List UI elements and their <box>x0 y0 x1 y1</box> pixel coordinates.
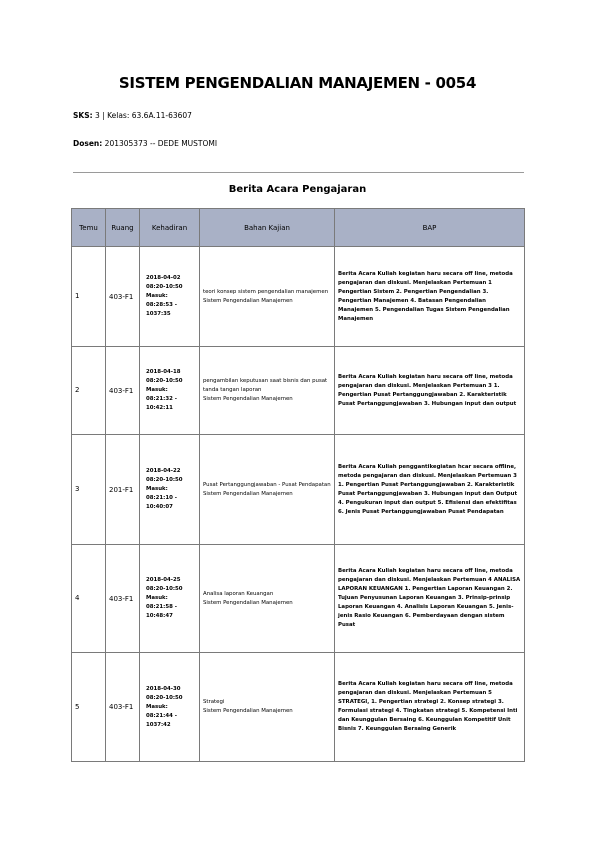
col-bap: BAP <box>335 209 525 247</box>
temu-cell: 5 <box>72 653 106 762</box>
document-title: SISTEM PENGENDALIAN MANAJEMEN - 0054 <box>118 74 477 92</box>
col-temu: Temu <box>72 209 106 247</box>
sks-label: SKS: <box>73 111 93 120</box>
temu-cell: 1 <box>72 247 106 347</box>
ruang-cell: 403-F1 <box>106 653 140 762</box>
bahan-cell <box>200 247 335 347</box>
section-title: Berita Acara Pengajaran <box>228 184 367 195</box>
bahan-text: pengambilan keputusan saat bisnis dan pusat tanda tangan laporan <box>203 378 328 393</box>
dosen-value: 201305373 -- DEDE MUSTOMI <box>104 139 218 148</box>
temu-cell: 2 <box>72 347 106 435</box>
bahan-cell <box>200 653 335 762</box>
bap-cell: Berita Acara Kuliah kegiatan haru secara off line, metoda pengajaran dan diskusi. Menjelaskan Pertemuan 5 STRATEGI, 1. Pengertian strategi 2. Konsep strategi 3. Formulasi strategi 4. Tingkatan strategi 5. Kompetensi Inti dan Keunggulan Bersaing 6. Keunggulan Kompetitif Unit Bisnis 7. Keunggulan Bersaing Generik <box>335 653 525 762</box>
kehadiran-text: 2018-04-30 08:20-10:50 Masuk: 08:21:44 - 1037:42 <box>146 685 183 728</box>
bap-cell: Berita Acara Kuliah kegiatan haru secara off line, metoda pengajaran dan diskusi. Menjelaskan Pertemuan 4 ANALISA LAPORAN KEUANGAN 1. Pengertian Laporan Keuangan 2. Tujuan Penyusunan Laporan Keuangan 3. Prinsip-prinsip Laporan Keuangan 4. Analisis Laporan Keuangan 5. Jenis-jenis Rasio Keuangan 6. Pemberdayaan dengan sistem Pusat <box>335 545 525 653</box>
kehadiran-text: 2018-04-22 08:20-10:50 Masuk: 08:21:10 - 10:40:07 <box>146 468 183 510</box>
bahan-text: Analisa laporan Keuangan <box>203 590 274 597</box>
ruang-cell: 403-F1 <box>106 545 140 653</box>
bahan-text: Strategi <box>203 699 225 705</box>
ruang-cell: 403-F1 <box>106 247 140 347</box>
divider <box>73 172 524 173</box>
col-kehadiran: Kehadiran <box>140 209 200 247</box>
table-row <box>72 653 525 762</box>
temu-cell: 3 <box>72 435 106 545</box>
kehadiran-cell <box>140 347 200 435</box>
table-row <box>72 545 525 653</box>
sks-info <box>73 111 192 120</box>
table-row <box>72 247 525 347</box>
kehadiran-text: 2018-04-02 08:20-10:50 Masuk: 08:28:53 - 1037:35 <box>146 275 183 317</box>
temu-cell: 4 <box>72 545 106 653</box>
sks-value: 3 | Kelas: 63.6A.11-63607 <box>95 111 192 120</box>
table-row <box>72 347 525 435</box>
kehadiran-text: 2018-04-18 08:20-10:50 Masuk: 08:21:32 - 10:42:11 <box>146 369 183 411</box>
matkul-text: Sistem Pengendalian Manajemen <box>203 599 293 606</box>
table-row <box>72 435 525 545</box>
bap-cell: Berita Acara Kuliah penggantikegiatan hcar secara offline, metoda pengajaran dan diskusi. Menjelaskan Pertemuan 3 1. Pengertian Pusat Pertanggungjawaban 2. Karakteristik Pusat Pertanggungjawaban 3. Hubungan input dan Output 4. Pengukuran input dan output 5. Efisiensi dan efektifitas 6. Jenis Pusat Pertanggungjawaban Pusat Pendapatan <box>335 435 525 545</box>
col-bahan-kajian: Bahan Kajian <box>200 209 335 247</box>
kehadiran-cell <box>140 653 200 762</box>
kehadiran-cell <box>140 545 200 653</box>
bap-cell: Berita Acara Kuliah kegiatan haru secara off line, metoda pengajaran dan diskusi. Menjelaskan Pertemuan 3 1. Pengertian Pusat Pertanggungjawaban 2. Karakteristik Pusat Pertanggungjawaban 3. Hubungan input dan output <box>335 347 525 435</box>
matkul-text: Sistem Pengendalian Manajemen <box>203 708 293 714</box>
bap-table <box>71 208 525 762</box>
bap-cell: Berita Acara Kuliah kegiatan haru secara off line, metoda pengajaran dan diskusi. Menjelaskan Pertemuan 1 Pengertian Sistem 2. Pengertian Pengendalian 3. Pengertian Manajemen 4. Batasan Pengendalian Manajemen 5. Pengendalian Tugas Sistem Pengendalian Manajemen <box>335 247 525 347</box>
dosen-label: Dosen: <box>73 139 103 148</box>
matkul-text: Sistem Pengendalian Manajemen <box>203 490 293 497</box>
bahan-cell <box>200 347 335 435</box>
kehadiran-cell <box>140 247 200 347</box>
table-header-row <box>72 209 525 247</box>
bahan-cell <box>200 435 335 545</box>
ruang-cell: 201-F1 <box>106 435 140 545</box>
bahan-cell <box>200 545 335 653</box>
ruang-cell: 403-F1 <box>106 347 140 435</box>
matkul-text: Sistem Pengendalian Manajemen <box>203 396 293 402</box>
bahan-text: teori konsep sistem pengendalian manajemen <box>203 288 329 295</box>
bahan-text: Pusat Pertanggungjawaban - Pusat Pendapatan <box>203 481 331 488</box>
kehadiran-text: 2018-04-25 08:20-10:50 Masuk: 08:21:58 - 10:48:47 <box>146 577 183 619</box>
dosen-info <box>73 139 217 148</box>
kehadiran-cell <box>140 435 200 545</box>
matkul-text: Sistem Pengendalian Manajemen <box>203 297 293 304</box>
col-ruang: Ruang <box>106 209 140 247</box>
